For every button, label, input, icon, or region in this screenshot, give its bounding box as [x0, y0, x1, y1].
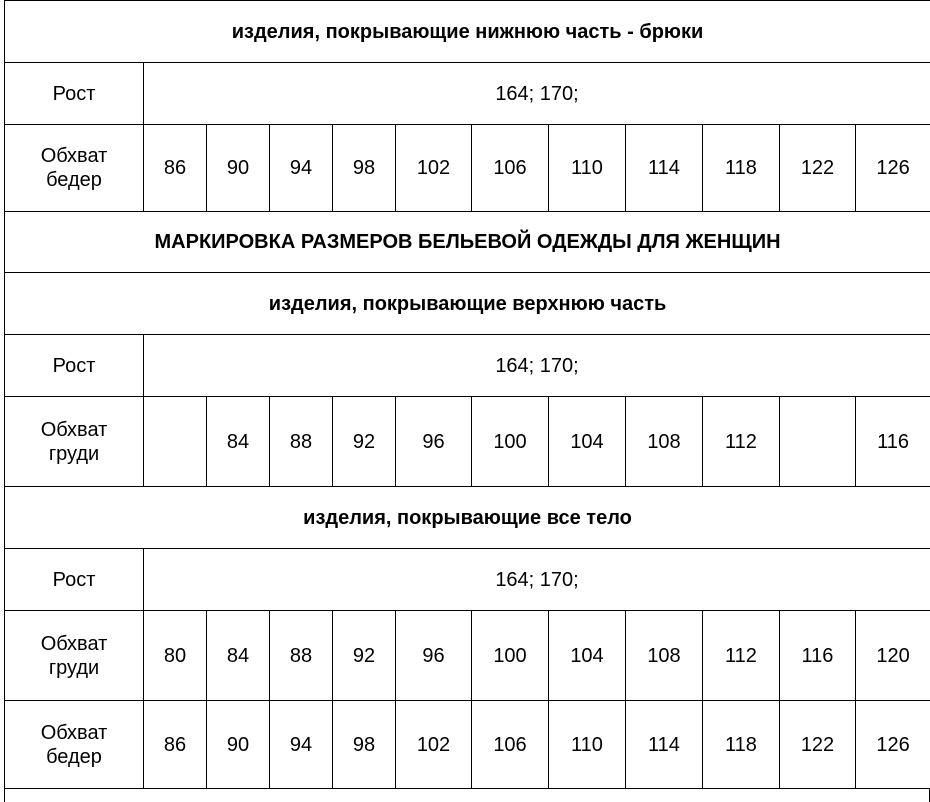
main-title-row: [5, 212, 930, 273]
chest-value: 120: [856, 611, 930, 701]
chest-label: [5, 611, 144, 701]
chest-row: [5, 397, 930, 487]
hip-value: 102: [396, 701, 472, 789]
chest-value: 112: [703, 397, 780, 487]
chest-value: 108: [626, 611, 703, 701]
rost-value: 164; 170;: [144, 549, 930, 611]
chest-label-line2: груди: [48, 442, 100, 465]
hip-value: 110: [549, 125, 626, 212]
hip-row: [5, 125, 930, 212]
chest-value: 116: [780, 611, 856, 701]
hip-value: 106: [472, 701, 549, 789]
next-row-stub: [4, 788, 930, 802]
chest-value: 108: [626, 397, 703, 487]
rost-label: Рост: [5, 549, 144, 611]
hip-value: 98: [333, 701, 396, 789]
chest-value: 92: [333, 611, 396, 701]
hip-value: 106: [472, 125, 549, 212]
chest-value: 96: [396, 611, 472, 701]
hip-value: 90: [207, 125, 270, 212]
hip-value: 86: [144, 701, 207, 789]
hip-value: 114: [626, 125, 703, 212]
chest-value: 88: [270, 397, 333, 487]
chest-row: [5, 611, 930, 701]
chest-label-line1: Обхват: [40, 632, 108, 655]
hip-value: 94: [270, 125, 333, 212]
hip-label-line2: бедер: [46, 745, 102, 768]
rost-row: [5, 335, 930, 397]
hip-value: 118: [703, 701, 780, 789]
chest-value: 100: [472, 397, 549, 487]
hip-label-line1: Обхват: [40, 145, 108, 167]
hip-label-line1: Обхват: [40, 721, 108, 744]
section-full-header-row: [5, 487, 930, 549]
hip-label: [5, 125, 144, 212]
hip-value: 122: [780, 125, 856, 212]
hip-value: 90: [207, 701, 270, 789]
chest-value: 104: [549, 397, 626, 487]
chest-value: 84: [207, 611, 270, 701]
hip-value: 102: [396, 125, 472, 212]
rost-label: Рост: [5, 335, 144, 397]
chest-value: 96: [396, 397, 472, 487]
main-title: МАРКИРОВКА РАЗМЕРОВ БЕЛЬЕВОЙ ОДЕЖДЫ ДЛЯ ЖЕНЩИН: [5, 212, 930, 273]
hip-label-line2: бедер: [46, 169, 102, 191]
chest-label: [5, 397, 144, 487]
hip-value: 86: [144, 125, 207, 212]
hip-value: 110: [549, 701, 626, 789]
hip-value: 126: [856, 701, 930, 789]
chest-value: 84: [207, 397, 270, 487]
rost-row: [5, 63, 930, 125]
hip-label: [5, 701, 144, 789]
section-bottoms-header-row: [5, 1, 930, 63]
chest-value: 104: [549, 611, 626, 701]
size-table: [4, 0, 930, 789]
section-header: изделия, покрывающие нижнюю часть - брюки: [5, 1, 930, 63]
hip-value: 98: [333, 125, 396, 212]
hip-value: 118: [703, 125, 780, 212]
hip-value: 114: [626, 701, 703, 789]
hip-row: [5, 701, 930, 789]
hip-value: 126: [856, 125, 930, 212]
chest-value: 112: [703, 611, 780, 701]
chest-value: 116: [856, 397, 930, 487]
chest-label-line2: груди: [48, 656, 100, 679]
chest-value: [780, 397, 856, 487]
chest-value: 88: [270, 611, 333, 701]
hip-value: 122: [780, 701, 856, 789]
rost-value: 164; 170;: [144, 335, 930, 397]
hip-value: 94: [270, 701, 333, 789]
rost-value: 164; 170;: [144, 63, 930, 125]
chest-value: [144, 397, 207, 487]
chest-value: 80: [144, 611, 207, 701]
rost-label: Рост: [5, 63, 144, 125]
chest-value: 92: [333, 397, 396, 487]
chest-label-line1: Обхват: [40, 418, 108, 441]
rost-row: [5, 549, 930, 611]
section-header: изделия, покрывающие все тело: [5, 487, 930, 549]
section-top-header-row: [5, 273, 930, 335]
chest-value: 100: [472, 611, 549, 701]
section-header: изделия, покрывающие верхнюю часть: [5, 273, 930, 335]
